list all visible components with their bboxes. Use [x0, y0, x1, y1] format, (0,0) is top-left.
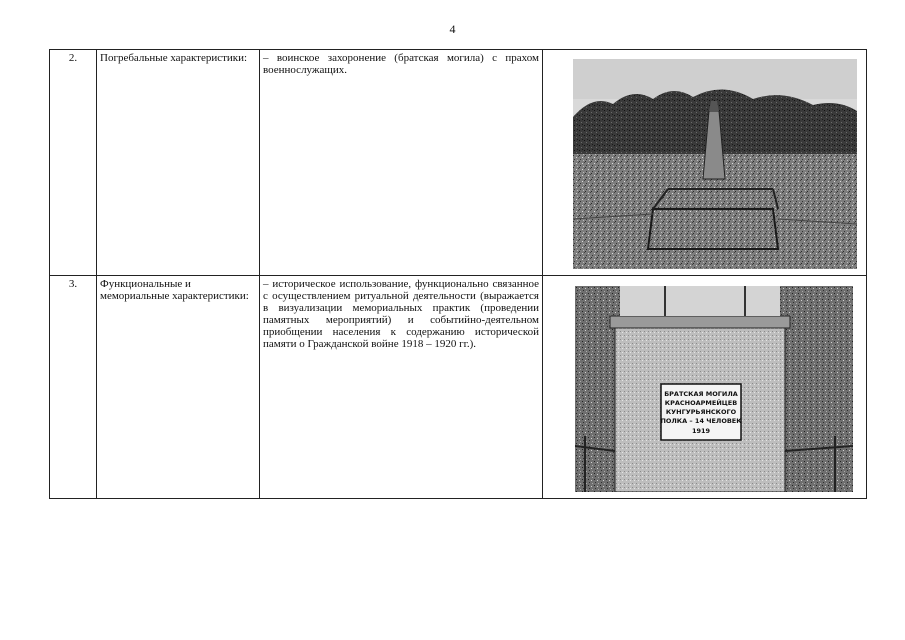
plaque-line: ПОЛКА – 14 ЧЕЛОВЕК — [660, 417, 742, 425]
grave-photo — [573, 59, 857, 269]
characteristic-name: Погребальные характеристики: — [97, 50, 260, 276]
characteristic-description: – воинское захоронение (братская могила) с прахом военнослужащих. — [260, 50, 543, 276]
plaque-line: 1919 — [691, 427, 711, 435]
row-number: 2. — [50, 50, 97, 276]
characteristic-description: – историческое использование, функционально связанное с осуществлением ритуальной деятельности (выражается в визуализации мемориальных практик (проведении памятных мероприятий) и событийно-деятельном приобщении населения к содержанию исторической памяти о Гражданской войне 1918 – 1920 гг.). — [260, 276, 543, 499]
characteristics-table — [49, 49, 867, 499]
photo-cell — [543, 276, 867, 499]
plaque-line: БРАТСКАЯ МОГИЛА — [664, 390, 738, 398]
page-number: 4 — [449, 22, 456, 36]
characteristic-name: Функциональные и мемориальные характеристики: — [97, 276, 260, 499]
plaque-line: КУНГУРЬЯНСКОГО — [665, 408, 737, 416]
row-number: 3. — [50, 276, 97, 499]
table-row — [50, 50, 867, 276]
monument-photo — [575, 286, 853, 492]
table-row — [50, 276, 867, 499]
plaque-line: КРАСНОАРМЕЙЦЕВ — [664, 399, 738, 407]
photo-cell — [543, 50, 867, 276]
